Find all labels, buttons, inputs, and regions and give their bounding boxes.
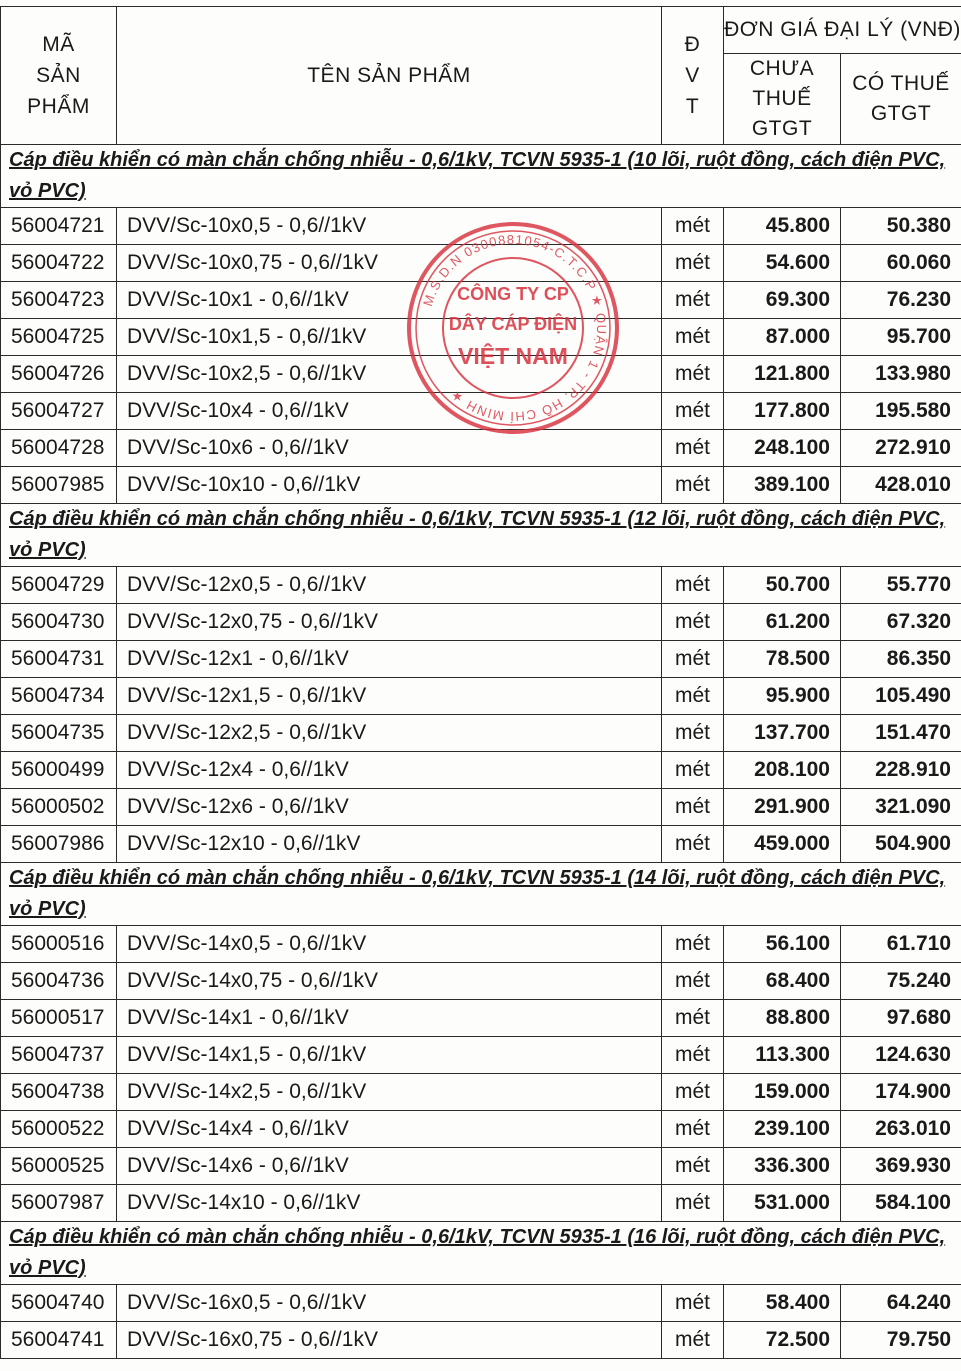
unit-cell: mét [662,1074,724,1111]
header-unit-line: V [685,64,700,87]
price-before-tax-cell: 113.300 [724,1037,841,1074]
product-code-cell: 56004740 [1,1285,117,1322]
product-name-cell: DVV/Sc-14x6 - 0,6//1kV [117,1148,662,1185]
table-row [1,963,961,1000]
price-with-tax-cell: 60.060 [841,245,961,282]
table-row [1,282,961,319]
price-before-tax-cell: 72.500 [724,1322,841,1359]
header-unit-line: T [685,95,700,118]
product-code-cell: 56004729 [1,567,117,604]
product-code-cell: 56000499 [1,752,117,789]
header-product-code [1,7,117,145]
product-code-cell: 56004734 [1,678,117,715]
price-before-tax-cell: 177.800 [724,393,841,430]
table-row [1,604,961,641]
price-before-tax-cell: 459.000 [724,826,841,863]
product-name-cell: DVV/Sc-12x2,5 - 0,6//1kV [117,715,662,752]
table-row [1,715,961,752]
product-name-cell: DVV/Sc-12x10 - 0,6//1kV [117,826,662,863]
product-name-cell: DVV/Sc-14x1 - 0,6//1kV [117,1000,662,1037]
product-code-cell: 56004723 [1,282,117,319]
product-name-cell: DVV/Sc-14x4 - 0,6//1kV [117,1111,662,1148]
product-code-cell: 56004741 [1,1322,117,1359]
header-before-tax-line: CHƯA [749,57,815,80]
product-name-cell: DVV/Sc-10x0,5 - 0,6//1kV [117,208,662,245]
price-with-tax-cell: 61.710 [841,926,961,963]
product-code-cell: 56004722 [1,245,117,282]
table-row [1,208,961,245]
stamp-line-cable: DÂY CÁP ĐIỆN [448,314,578,334]
unit-cell: mét [662,926,724,963]
product-name-cell: DVV/Sc-12x6 - 0,6//1kV [117,789,662,826]
section-header-row [1,1222,961,1285]
section-header-row [1,504,961,567]
price-before-tax-cell: 50.700 [724,567,841,604]
table-row [1,467,961,504]
price-with-tax-cell: 369.930 [841,1148,961,1185]
product-code-cell: 56004738 [1,1074,117,1111]
table-row [1,678,961,715]
price-with-tax-cell: 95.700 [841,319,961,356]
unit-cell: mét [662,1285,724,1322]
table-row [1,430,961,467]
unit-cell: mét [662,319,724,356]
section-header-row [1,145,961,208]
price-with-tax-cell: 504.900 [841,826,961,863]
price-with-tax-cell: 97.680 [841,1000,961,1037]
unit-cell: mét [662,826,724,863]
price-with-tax-cell: 174.900 [841,1074,961,1111]
product-name-cell: DVV/Sc-10x1 - 0,6//1kV [117,282,662,319]
table-row [1,641,961,678]
product-name-cell: DVV/Sc-12x4 - 0,6//1kV [117,752,662,789]
table-header [1,7,961,145]
unit-cell: mét [662,282,724,319]
price-before-tax-cell: 389.100 [724,467,841,504]
table-row [1,567,961,604]
table-row [1,752,961,789]
product-code-cell: 56004726 [1,356,117,393]
header-before-tax-line: THUẾ [752,87,812,110]
product-name-cell: DVV/Sc-12x1 - 0,6//1kV [117,641,662,678]
product-name-cell: DVV/Sc-16x0,75 - 0,6//1kV [117,1322,662,1359]
price-before-tax-cell: 121.800 [724,356,841,393]
stamp-line-company: CÔNG TY CP [457,284,569,304]
price-before-tax-cell: 68.400 [724,963,841,1000]
table-row [1,1322,961,1359]
price-with-tax-cell: 55.770 [841,567,961,604]
table-row [1,356,961,393]
unit-cell: mét [662,567,724,604]
price-before-tax-cell: 95.900 [724,678,841,715]
price-with-tax-cell: 195.580 [841,393,961,430]
price-with-tax-cell: 151.470 [841,715,961,752]
product-code-cell: 56004727 [1,393,117,430]
table-row [1,393,961,430]
product-name-cell: DVV/Sc-14x1,5 - 0,6//1kV [117,1037,662,1074]
product-code-cell: 56004725 [1,319,117,356]
product-name-cell: DVV/Sc-10x2,5 - 0,6//1kV [117,356,662,393]
unit-cell: mét [662,963,724,1000]
unit-cell: mét [662,356,724,393]
price-with-tax-cell: 228.910 [841,752,961,789]
price-with-tax-cell: 79.750 [841,1322,961,1359]
unit-cell: mét [662,467,724,504]
header-product-name: TÊN SẢN PHẨM [117,7,662,145]
section-title: Cáp điều khiển có màn chắn chống nhiễu - 0,6/1kV, TCVN 5935-1 (14 lõi, ruột đồng, cách điện PVC, vỏ PVC) [1,863,961,926]
price-with-tax-cell: 133.980 [841,356,961,393]
stamp-ring-text: M.S.D.N 0300881054-C.T.C.P ★ QUẬN 1 - TP. HỒ CHÍ MINH ★ [420,231,610,425]
header-code-line: MÃ [42,33,75,56]
header-price-with-tax [841,54,961,145]
product-code-cell: 56007987 [1,1185,117,1222]
product-name-cell: DVV/Sc-10x4 - 0,6//1kV [117,393,662,430]
price-before-tax-cell: 88.800 [724,1000,841,1037]
product-name-cell: DVV/Sc-12x0,75 - 0,6//1kV [117,604,662,641]
price-with-tax-cell: 428.010 [841,467,961,504]
price-before-tax-cell: 531.000 [724,1185,841,1222]
price-with-tax-cell: 50.380 [841,208,961,245]
price-with-tax-cell: 105.490 [841,678,961,715]
product-code-cell: 56004730 [1,604,117,641]
stamp-line-vietnam: VIỆT NAM [458,343,568,369]
price-before-tax-cell: 61.200 [724,604,841,641]
product-code-cell: 56004737 [1,1037,117,1074]
product-code-cell: 56004728 [1,430,117,467]
price-before-tax-cell: 54.600 [724,245,841,282]
product-name-cell: DVV/Sc-14x0,5 - 0,6//1kV [117,926,662,963]
price-before-tax-cell: 58.400 [724,1285,841,1322]
section-title: Cáp điều khiển có màn chắn chống nhiễu - 0,6/1kV, TCVN 5935-1 (16 lõi, ruột đồng, cách điện PVC, vỏ PVC) [1,1222,961,1285]
unit-cell: mét [662,1148,724,1185]
price-with-tax-cell: 272.910 [841,430,961,467]
table-row [1,1148,961,1185]
product-code-cell: 56000517 [1,1000,117,1037]
price-with-tax-cell: 263.010 [841,1111,961,1148]
unit-cell: mét [662,430,724,467]
price-before-tax-cell: 69.300 [724,282,841,319]
section-title: Cáp điều khiển có màn chắn chống nhiễu - 0,6/1kV, TCVN 5935-1 (10 lõi, ruột đồng, cách điện PVC, vỏ PVC) [1,145,961,208]
price-before-tax-cell: 208.100 [724,752,841,789]
product-code-cell: 56004731 [1,641,117,678]
price-before-tax-cell: 78.500 [724,641,841,678]
header-with-tax-line: CÓ THUẾ [852,72,950,95]
price-with-tax-cell: 64.240 [841,1285,961,1322]
product-name-cell: DVV/Sc-10x0,75 - 0,6//1kV [117,245,662,282]
product-code-cell: 56004721 [1,208,117,245]
product-name-cell: DVV/Sc-10x6 - 0,6//1kV [117,430,662,467]
header-price-before-tax [724,54,841,145]
unit-cell: mét [662,604,724,641]
header-unit-line: Đ [684,33,701,56]
product-name-cell: DVV/Sc-12x1,5 - 0,6//1kV [117,678,662,715]
table-body [1,145,961,1359]
price-before-tax-cell: 291.900 [724,789,841,826]
unit-cell: mét [662,1111,724,1148]
price-with-tax-cell: 321.090 [841,789,961,826]
unit-cell: mét [662,208,724,245]
product-code-cell: 56007986 [1,826,117,863]
header-price-group: ĐƠN GIÁ ĐẠI LÝ (VNĐ) [724,7,961,54]
table-row [1,1285,961,1322]
unit-cell: mét [662,1185,724,1222]
price-with-tax-cell: 76.230 [841,282,961,319]
price-before-tax-cell: 45.800 [724,208,841,245]
table-row [1,1185,961,1222]
price-before-tax-cell: 336.300 [724,1148,841,1185]
unit-cell: mét [662,1000,724,1037]
unit-cell: mét [662,393,724,430]
price-with-tax-cell: 584.100 [841,1185,961,1222]
product-code-cell: 56000522 [1,1111,117,1148]
price-before-tax-cell: 137.700 [724,715,841,752]
product-name-cell: DVV/Sc-14x2,5 - 0,6//1kV [117,1074,662,1111]
header-code-line: SẢN [36,64,81,87]
unit-cell: mét [662,245,724,282]
table-row [1,1074,961,1111]
header-code-line: PHẨM [27,95,90,118]
price-with-tax-cell: 86.350 [841,641,961,678]
unit-cell: mét [662,641,724,678]
unit-cell: mét [662,1322,724,1359]
price-before-tax-cell: 87.000 [724,319,841,356]
section-header-row [1,863,961,926]
price-before-tax-cell: 159.000 [724,1074,841,1111]
table-row [1,1111,961,1148]
product-name-cell: DVV/Sc-14x10 - 0,6//1kV [117,1185,662,1222]
unit-cell: mét [662,678,724,715]
product-name-cell: DVV/Sc-12x0,5 - 0,6//1kV [117,567,662,604]
price-before-tax-cell: 56.100 [724,926,841,963]
header-with-tax-line: GTGT [870,102,932,125]
product-code-cell: 56007985 [1,467,117,504]
price-with-tax-cell: 67.320 [841,604,961,641]
section-title: Cáp điều khiển có màn chắn chống nhiễu - 0,6/1kV, TCVN 5935-1 (12 lõi, ruột đồng, cách điện PVC, vỏ PVC) [1,504,961,567]
product-name-cell: DVV/Sc-16x0,5 - 0,6//1kV [117,1285,662,1322]
table-row [1,1000,961,1037]
unit-cell: mét [662,715,724,752]
price-before-tax-cell: 248.100 [724,430,841,467]
product-code-cell: 56000502 [1,789,117,826]
header-unit [662,7,724,145]
product-code-cell: 56000516 [1,926,117,963]
header-before-tax-line: GTGT [751,117,813,140]
product-code-cell: 56004736 [1,963,117,1000]
unit-cell: mét [662,1037,724,1074]
price-before-tax-cell: 239.100 [724,1111,841,1148]
product-name-cell: DVV/Sc-10x1,5 - 0,6//1kV [117,319,662,356]
unit-cell: mét [662,789,724,826]
product-name-cell: DVV/Sc-14x0,75 - 0,6//1kV [117,963,662,1000]
product-code-cell: 56004735 [1,715,117,752]
price-table [0,6,961,1359]
table-row [1,826,961,863]
product-code-cell: 56000525 [1,1148,117,1185]
table-row [1,1037,961,1074]
table-row [1,245,961,282]
table-row [1,789,961,826]
unit-cell: mét [662,752,724,789]
product-name-cell: DVV/Sc-10x10 - 0,6//1kV [117,467,662,504]
table-row [1,319,961,356]
price-with-tax-cell: 124.630 [841,1037,961,1074]
table-row [1,926,961,963]
price-with-tax-cell: 75.240 [841,963,961,1000]
